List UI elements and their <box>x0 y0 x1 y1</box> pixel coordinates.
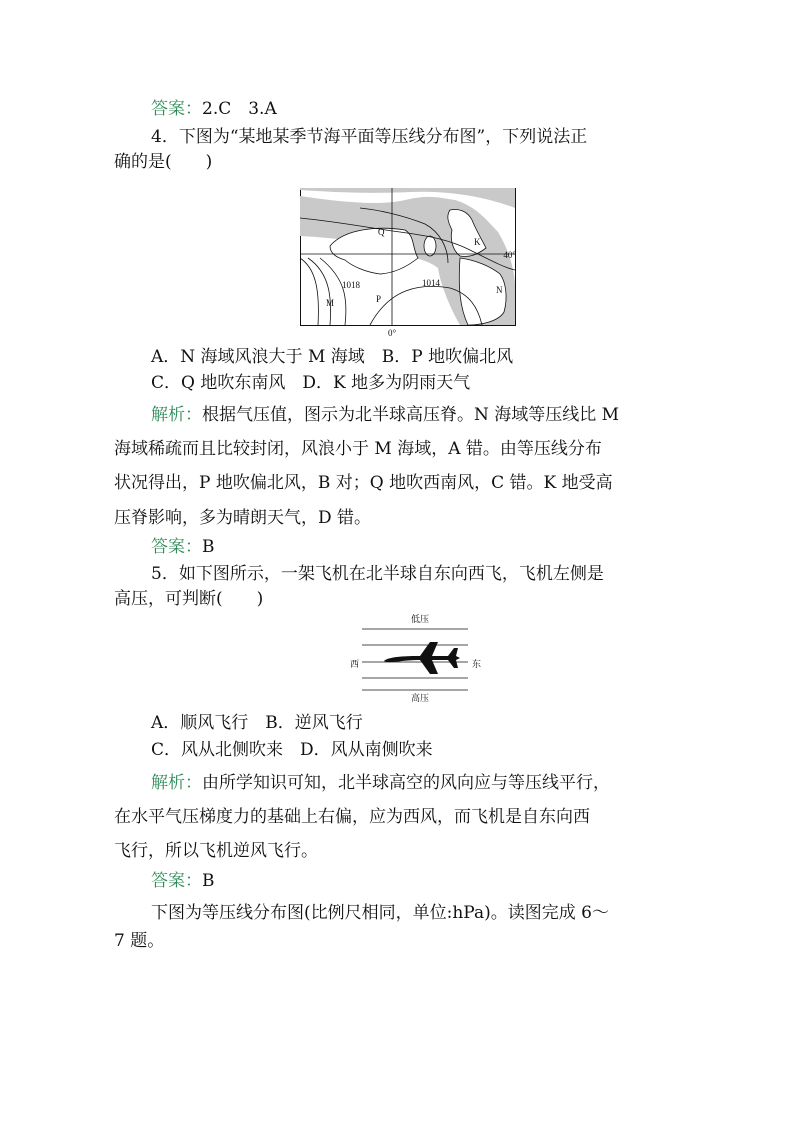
answer-value: B <box>202 871 215 891</box>
question-5-stem-line2: 高压，可判断( ) <box>114 589 264 609</box>
question-5-stem-line1: 5．如下图所示，一架飞机在北半球自东向西飞，飞机左侧是 <box>151 564 604 584</box>
analysis-text: 由所学知识可知，北半球高空的风向应与等压线平行， <box>202 773 610 793</box>
question-4-analysis-line1 <box>151 404 619 426</box>
plane-figure <box>348 612 488 704</box>
map-label-1018: 1018 <box>342 280 360 290</box>
question-5-options-ab: A．顺风飞行 B．逆风飞行 <box>151 713 363 733</box>
question-4-options-ab: A．N 海域风浪大于 M 海域 B．P 地吹偏北风 <box>151 347 514 367</box>
question-5-options-cd: C．风从北侧吹来 D．风从南侧吹来 <box>151 740 433 760</box>
map-label-p: P <box>376 294 382 304</box>
plane-label-high: 高压 <box>410 694 430 704</box>
question-4-analysis-line2: 海域稀疏而且比较封闭，风浪小于 M 海域，A 错。由等压线分布 <box>114 439 602 459</box>
analysis-text: 根据气压值，图示为北半球高压脊。N 海域等压线比 M <box>202 405 620 425</box>
plane-label-west: 西 <box>350 660 360 670</box>
question-4-options-cd: C．Q 地吹东南风 D．K 地多为阴雨天气 <box>151 373 471 393</box>
map-label-m: M <box>326 298 335 308</box>
question-4-stem-line2: 确的是( ) <box>114 152 213 172</box>
plane-label-low: 低压 <box>410 615 430 625</box>
question-5-analysis-line3: 飞行，所以飞机逆风飞行。 <box>114 841 318 861</box>
answer-label: 答案： <box>151 99 202 119</box>
answer-value: B <box>202 537 215 557</box>
question-5-analysis-line1 <box>151 772 610 794</box>
map-label-k: K <box>474 237 481 247</box>
isobar-map <box>300 188 516 338</box>
question-4-analysis-line3: 状况得出，P 地吹偏北风，B 对；Q 地吹西南风，C 错。K 地受高 <box>114 473 613 493</box>
map-label-q: Q <box>378 227 385 237</box>
intro-6-7-line2: 7 题。 <box>114 931 165 951</box>
question-4-analysis-line4: 压脊影响，多为晴朗天气，D 错。 <box>114 508 372 528</box>
analysis-label: 解析： <box>151 773 202 793</box>
answer-label: 答案： <box>151 537 202 557</box>
intro-6-7-line1: 下图为等压线分布图(比例尺相同，单位:hPa)。读图完成 6～ <box>151 903 609 923</box>
airplane-icon <box>384 642 460 674</box>
question-4-stem-line1: 4．下图为“某地某季节海平面等压线分布图”，下列说法正 <box>151 127 588 147</box>
map-label-n: N <box>496 285 503 295</box>
answer-label: 答案： <box>151 871 202 891</box>
map-label-0: 0° <box>388 328 397 338</box>
question-4-answer <box>151 536 215 558</box>
plane-diagram <box>348 612 488 704</box>
map-label-40: 40° <box>503 250 516 260</box>
answer-value: 2.C 3.A <box>202 99 277 119</box>
analysis-label: 解析： <box>151 405 202 425</box>
isobar-map-figure <box>300 188 516 338</box>
question-5-answer <box>151 870 215 892</box>
answer-line-2-3 <box>151 98 277 120</box>
question-5-analysis-line2: 在水平气压梯度力的基础上右偏，应为西风，而飞机是自东向西 <box>114 807 590 827</box>
map-label-1014: 1014 <box>422 278 440 288</box>
plane-label-east: 东 <box>472 660 482 670</box>
